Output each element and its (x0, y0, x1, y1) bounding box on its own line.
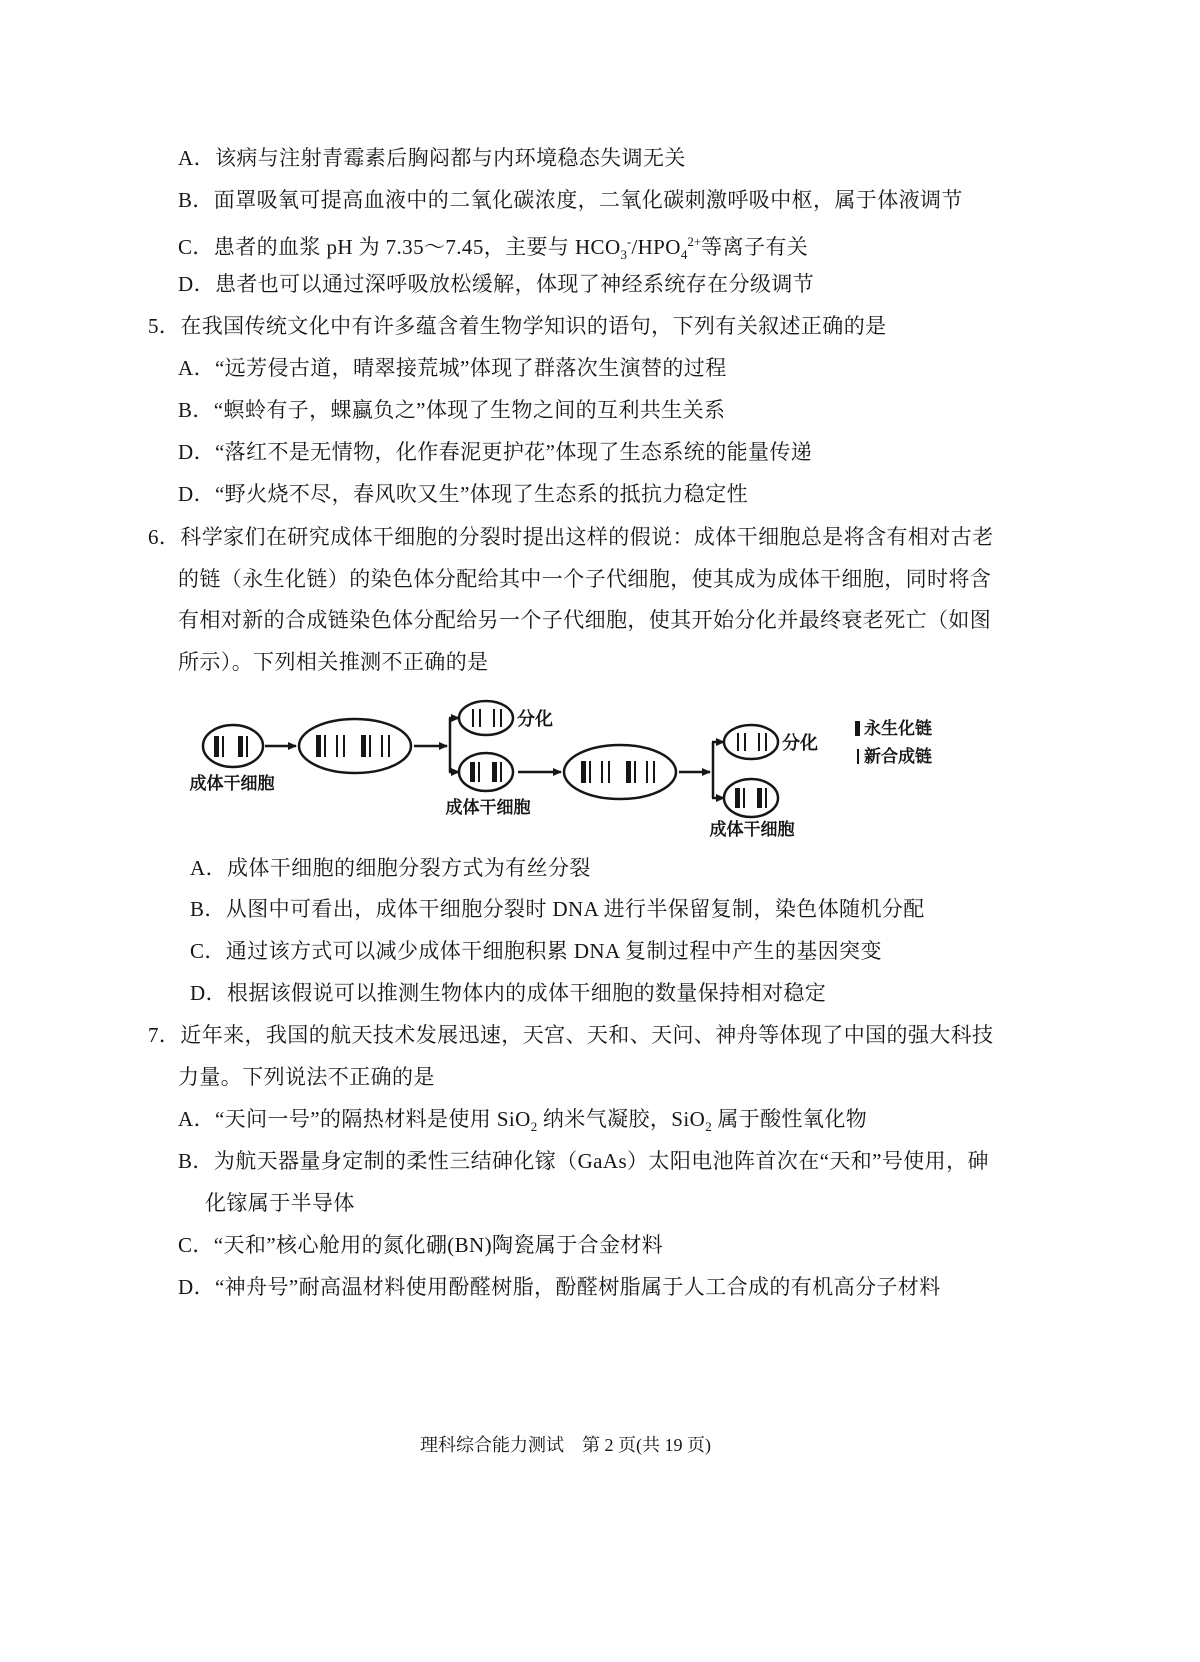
cell-outline (724, 779, 778, 817)
new-strand-bar (743, 788, 745, 808)
q4-option-c (178, 221, 808, 263)
new-strand-bar (653, 761, 655, 783)
cell-outline (203, 725, 263, 767)
cell-outline (459, 753, 513, 791)
cell-outline (564, 745, 676, 799)
new-strand-bar (388, 735, 390, 757)
new-strand-bar (336, 735, 338, 757)
new-strand-bar (369, 735, 371, 757)
immortal-strand-bar (626, 761, 631, 783)
q5-option: D．“落红不是无情物，化作春泥更护花”体现了生态系统的能量传递 (178, 440, 813, 464)
q6-stem-line: 6．科学家们在研究成体干细胞的分裂时提出这样的假说：成体干细胞总是将含有相对古老 (148, 525, 994, 549)
new-strand-bar (479, 709, 481, 727)
superscript: 2+ (687, 234, 702, 249)
immortal-strand-bar (316, 735, 321, 757)
new-strand-bar (608, 761, 610, 783)
new-strand-bar (381, 735, 383, 757)
q7-option-a-text: 属于酸性氧化物 (711, 1107, 868, 1131)
immortal-strand-bar (470, 762, 475, 782)
stem-cell-daughter-1 (459, 753, 513, 791)
footer-subject: 理科综合能力测试 (420, 1435, 564, 1455)
immortal-strand-bar (361, 735, 366, 757)
q4-option-c-text: C．患者的血浆 pH 为 7.35～7.45，主要与 HCO (178, 235, 621, 259)
q7-stem-line: 7．近年来，我国的航天技术发展迅速，天宫、天和、天问、神舟等体现了中国的强大科技 (148, 1023, 994, 1047)
immortal-strand-bar (238, 736, 243, 757)
differentiate-label: 分化 (517, 709, 553, 729)
q7-option-d: D．“神舟号”耐高温材料使用酚醛树脂，酚醛树脂属于人工合成的有机高分子材料 (178, 1275, 941, 1299)
cell-outline (724, 725, 778, 759)
differentiating-cell-1 (459, 701, 513, 735)
immortal-strand-bar (492, 762, 497, 782)
new-strand-bar (737, 733, 739, 751)
q5-stem: 5．在我国传统文化中有许多蕴含着生物学知识的语句，下列有关叙述正确的是 (148, 314, 887, 338)
new-strand-bar (589, 761, 591, 783)
new-strand-bar (765, 733, 767, 751)
q6-stem-line: 有相对新的合成链染色体分配给另一个子代细胞，使其开始分化并最终衰老死亡（如图 (178, 608, 992, 632)
q6-stem-line: 的链（永生化链）的染色体分配给其中一个子代细胞，使其成为成体干细胞，同时将含 (178, 567, 992, 591)
q7-option-b-continued: 化镓属于半导体 (205, 1191, 355, 1215)
legend-immortal-strand-label: 永生化链 (864, 719, 932, 738)
dividing-cell-2 (564, 745, 676, 799)
q6-option: B．从图中可看出，成体干细胞分裂时 DNA 进行半保留复制，染色体随机分配 (190, 897, 925, 921)
stem-cell-label: 成体干细胞 (445, 798, 531, 817)
new-strand-bar (222, 736, 224, 757)
new-strand-bar (324, 735, 326, 757)
new-strand-bar (493, 709, 495, 727)
q5-option: B．“螟蛉有子，蜾蠃负之”体现了生物之间的互利共生关系 (178, 398, 726, 422)
new-strand-bar (758, 733, 760, 751)
superscript: - (627, 234, 632, 249)
immortal-strand-bar (757, 788, 762, 808)
differentiating-cell-2 (724, 725, 778, 759)
q6-option: D．根据该假说可以推测生物体内的成体干细胞的数量保持相对稳定 (190, 981, 827, 1005)
q7-option-c: C．“天和”核心舱用的氮化硼(BN)陶瓷属于合金材料 (178, 1233, 664, 1257)
stem-cell-label: 成体干细胞 (189, 774, 275, 793)
new-strand-bar (472, 709, 474, 727)
q7-option-a-text: 纳米气凝胶，SiO (537, 1107, 706, 1131)
legend-new-strand-label: 新合成链 (864, 747, 932, 766)
legend-immortal-strand-swatch (855, 721, 860, 736)
q6-option: C．通过该方式可以减少成体干细胞积累 DNA 复制过程中产生的基因突变 (190, 939, 882, 963)
immortal-strand-bar (214, 736, 219, 757)
q4-option-d: D．患者也可以通过深呼吸放松缓解，体现了神经系统存在分级调节 (178, 272, 815, 296)
diagram-legend (855, 718, 932, 766)
cell-outline (299, 719, 411, 773)
new-strand-bar (646, 761, 648, 783)
stem-cell-division-diagram (0, 683, 1200, 847)
new-strand-bar (500, 709, 502, 727)
new-strand-bar (744, 733, 746, 751)
q4-option-a: A．该病与注射青霉素后胸闷都与内环境稳态失调无关 (178, 146, 686, 170)
subscript: 2 (705, 1119, 712, 1134)
subscript: 3 (620, 247, 628, 262)
q6-stem-line: 所示）。下列相关推测不正确的是 (178, 650, 489, 674)
q6-option: A．成体干细胞的细胞分裂方式为有丝分裂 (190, 856, 591, 880)
differentiate-label: 分化 (782, 733, 818, 753)
new-strand-bar (343, 735, 345, 757)
new-strand-bar (478, 762, 480, 782)
q4-option-c-text: /HPO (631, 235, 681, 259)
new-strand-bar (500, 762, 502, 782)
stem-cell-daughter-2 (724, 779, 778, 817)
stem-cell-initial (203, 725, 263, 767)
q4-option-c-text: 等离子有关 (701, 235, 809, 259)
q7-option-a-text: A．“天问一号”的隔热材料是使用 SiO (178, 1107, 531, 1131)
new-strand-bar (246, 736, 248, 757)
dividing-cell-1 (299, 719, 411, 773)
legend-new-strand-swatch (857, 749, 859, 764)
q5-option: D．“野火烧不尽，春风吹又生”体现了生态系的抵抗力稳定性 (178, 482, 749, 506)
footer-page-number: 第 2 页(共 19 页) (582, 1435, 711, 1455)
subscript: 2 (530, 1119, 538, 1134)
q5-option: A．“远芳侵古道，晴翠接荒城”体现了群落次生演替的过程 (178, 356, 727, 380)
q4-option-b: B．面罩吸氧可提高血液中的二氧化碳浓度，二氧化碳刺激呼吸中枢，属于体液调节 (178, 188, 963, 212)
page-footer (420, 1430, 711, 1460)
immortal-strand-bar (581, 761, 586, 783)
new-strand-bar (634, 761, 636, 783)
subscript: 4 (680, 247, 688, 262)
q7-option-a (178, 1098, 867, 1140)
q7-stem-line: 力量。下列说法不正确的是 (178, 1065, 435, 1089)
new-strand-bar (765, 788, 767, 808)
new-strand-bar (601, 761, 603, 783)
stem-cell-label: 成体干细胞 (709, 820, 795, 839)
cell-outline (459, 701, 513, 735)
q7-option-b: B．为航天器量身定制的柔性三结砷化镓（GaAs）太阳电池阵首次在“天和”号使用，砷 (178, 1149, 989, 1173)
immortal-strand-bar (735, 788, 740, 808)
